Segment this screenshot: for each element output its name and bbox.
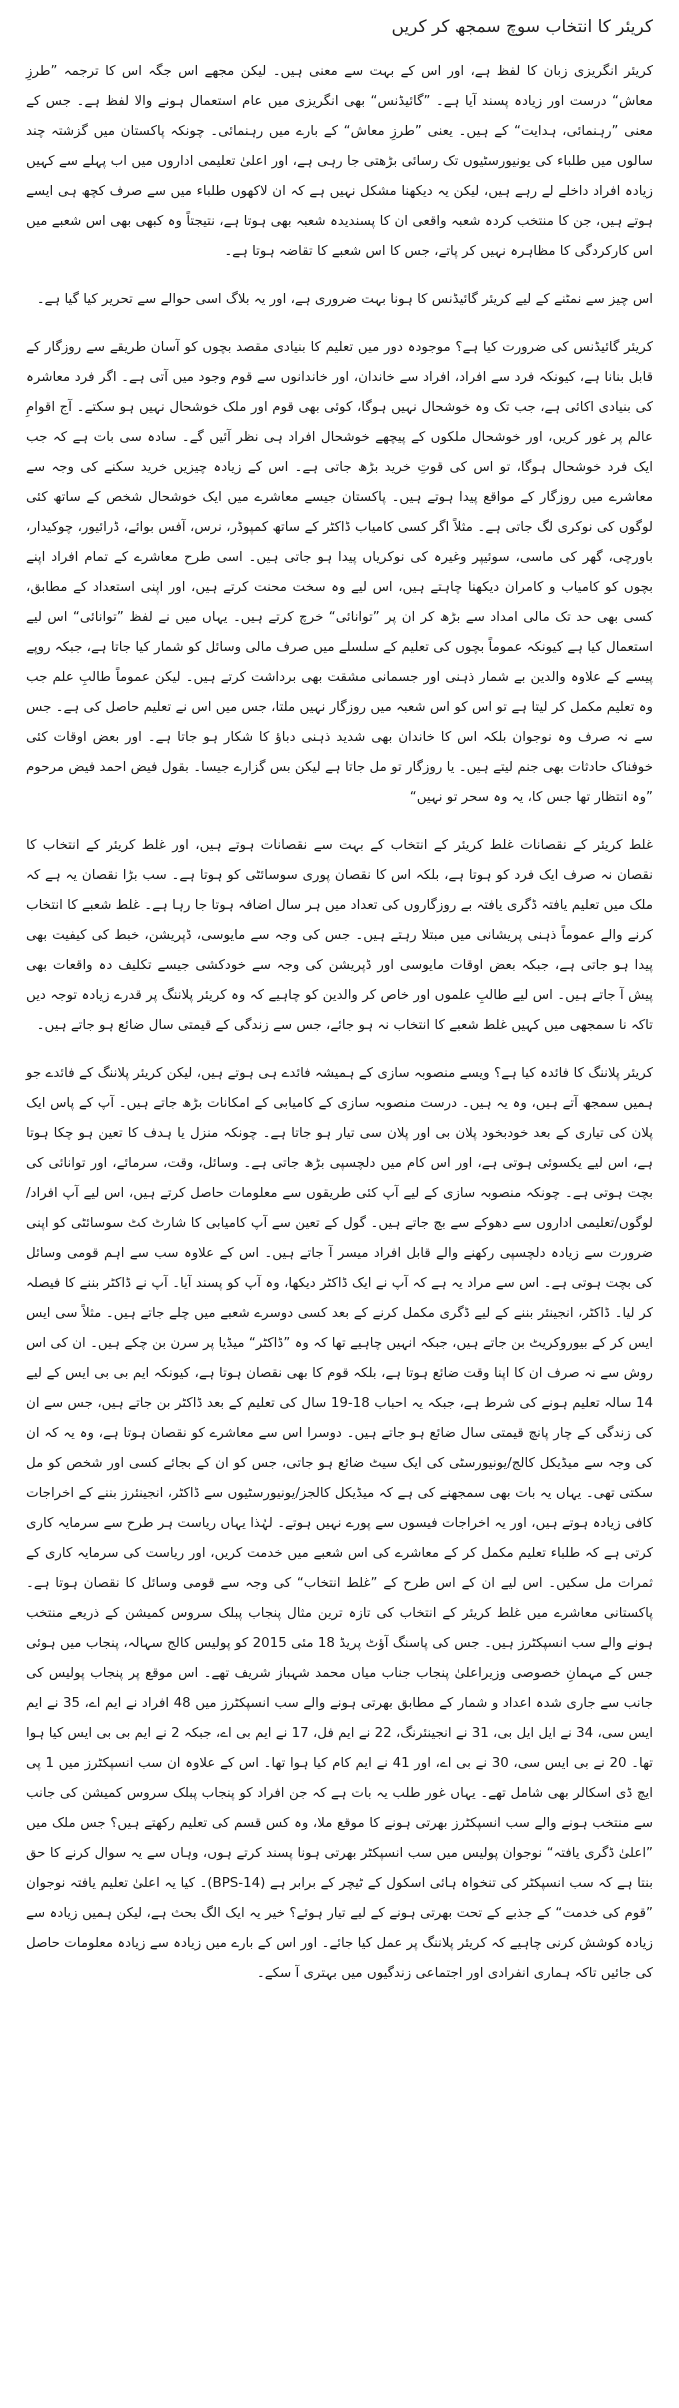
article-paragraph: کریئر انگریزی زبان کا لفظ ہے، اور اس کے بہت سے معنی ہیں۔ لیکن مجھے اس جگہ اس کا ترجمہ ”طرزِ معاش“ درست اور زیادہ پسند آیا ہے۔ ”گائیڈنس“ بھی انگریزی میں عام استعمال ہونے والا لفظ ہے۔ جس کے معنی ”رہنمائی، ہدایت“ کے ہیں۔ یعنی ”طرزِ معاش“ کے بارے میں رہنمائی۔ چونکہ پاکستان میں گزشتہ چند سالوں میں طلباء کی یونیورسٹیوں تک رسائی بڑھتی جا رہی ہے، اور اعلیٰ تعلیمی اداروں میں اب پہلے سے کہیں زیادہ افراد داخلے لے رہے ہیں، لیکن یہ دیکھنا مشکل نہیں ہے کہ ان لاکھوں طلباء میں سے صرف کچھ ہی ایسے ہوتے ہیں، جن کا منتخب کردہ شعبہ واقعی ان کا پسندیدہ شعبہ بھی ہوتا ہے، نتیجتاً وہ کبھی بھی اس شعبے میں اس کارکردگی کا مظاہرہ نہیں کر پاتے، جس کا اس شعبے کا تقاضہ ہوتا ہے۔ — [26, 64, 653, 260]
article-paragraph: اس چیز سے نمٹنے کے لیے کریئر گائیڈنس کا ہونا بہت ضروری ہے، اور یہ بلاگ اسی حوالے سے تحریر کیا گیا ہے۔ — [36, 292, 653, 308]
article-paragraph: کریئر گائیڈنس کی ضرورت کیا ہے؟ موجودہ دور میں تعلیم کا بنیادی مقصد بچوں کو آسان طریقے سے روزگار کے قابل بنانا ہے، کیونکہ فرد سے افراد، افراد سے خاندان، اور خاندانوں سے قوم وجود میں آتی ہے۔ اگر فرد معاشرہ کی بنیادی اکائی ہے، جب تک وہ خوشحال نہیں ہوگا، کوئی بھی قوم اور ملک خوشحال نہیں ہو سکتے۔ آج اقوامِ عالم پر غور کریں، اور خوشحال ملکوں کے پیچھے خوشحال افراد ہی نظر آئیں گے۔ سادہ سی بات ہے کہ جب ایک فرد خوشحال ہوگا، تو اس کی قوتِ خرید بڑھ جاتی ہے۔ اس کے زیادہ چیزیں خرید سکنے کی وجہ سے معاشرے میں روزگار کے مواقع پیدا ہوتے ہیں۔ پاکستان جیسے معاشرے میں ایک خوشحال شخص کے ساتھ کئی لوگوں کی نوکری لگ جاتی ہے۔ مثلاً اگر کسی کامیاب ڈاکٹر کے ساتھ کمپوڈر، نرس، آفس بوائے، ڈرائیور، چوکیدار، باورچی، گھر کی ماسی، سوئیپر وغیرہ کی نوکریاں پیدا ہو جاتی ہیں۔ اسی طرح معاشرے کے تمام افراد اپنے بچوں کو کامیاب و کامران دیکھنا چاہتے ہیں، اس لیے وہ سخت محنت کرتے ہیں، اور اپنی استعداد کے مطابق، کسی بھی حد تک مالی امداد سے بڑھ کر ان پر ”توانائی“ خرچ کرتے ہیں۔ یہاں میں نے لفظ ”توانائی“ اس لیے استعمال کیا ہے کیونکہ عموماً بچوں کی تعلیم کے سلسلے میں صرف مالی وسائل کو شمار کیا جاتا ہے، جبکہ روپے پیسے کے علاوہ والدین بے شمار ذہنی اور جسمانی مشقت بھی برداشت کرتے ہیں۔ لیکن عموماً طالبِ علم جب وہ تعلیم مکمل کر لیتا ہے تو اس کو اس شعبہ میں روزگار نہیں ملتا، جس میں اس نے تعلیم حاصل کی ہے۔ جس سے نہ صرف وہ نوجوان بلکہ اس کا خاندان بھی شدید ذہنی دباؤ کا شکار ہو جاتا ہے۔ اور بعض اوقات کئی خوفناک حادثات بھی جنم لیتے ہیں۔ یا روزگار تو مل جاتا ہے لیکن بس گزارے جیسا۔ بقول فیض احمد فیض مرحوم ”وہ انتظار تھا جس کا، یہ وہ سحر تو نہیں“ — [26, 340, 653, 806]
article-paragraph: غلط کریئر کے نقصانات غلط کریئر کے انتخاب کے بہت سے نقصانات ہوتے ہیں، اور غلط کریئر کے انتخاب کا نقصان نہ صرف ایک فرد کو ہوتا ہے، بلکہ اس کا نقصان پوری سوسائٹی کو ہوتا ہے۔ سب بڑا نقصان یہ ہے کہ ملک میں تعلیم یافتہ ڈگری یافتہ بے روزگاروں کی تعداد میں ہر سال اضافہ ہوتا جا رہا ہے۔ غلط شعبے کا انتخاب کرنے والے عموماً ذہنی پریشانی میں مبتلا رہتے ہیں۔ جس کی وجہ سے مایوسی، ڈپریشن، خبط کی کیفیت بھی پیدا ہو جاتی ہے، جبکہ بعض اوقات مایوسی اور ڈپریشن کی وجہ سے خودکشی جیسے تکلیف دہ واقعات بھی پیش آ جاتے ہیں۔ اس لیے طالبِ علموں اور خاص کر والدین کو چاہیے کہ وہ کریئر پلاننگ پر قدرے زیادہ توجہ دیں تاکہ نا سمجھی میں کہیں غلط شعبے کا انتخاب نہ ہو جائے، جس سے زندگی کے قیمتی سال ضائع ہو جاتے ہیں۔ — [26, 838, 653, 1034]
article-paragraph: کریئر پلاننگ کا فائدہ کیا ہے؟ ویسے منصوبہ سازی کے ہمیشہ فائدے ہی ہوتے ہیں، لیکن کریئر پلاننگ کے فائدے جو ہمیں سمجھ آتے ہیں، وہ یہ ہیں۔ درست منصوبہ سازی کے کامیابی کے امکانات بڑھ جاتے ہیں۔ آپ کے پاس ایک پلان کی تیاری کے بعد خودبخود پلان بی اور پلان سی تیار ہو جاتا ہے۔ چونکہ منزل یا ہدف کا تعین ہو چکا ہوتا ہے، اس لیے یکسوئی ہوتی ہے، اور اس کام میں دلچسپی بڑھ جاتی ہے۔ وسائل، وقت، سرمائے، اور توانائی کی بچت ہوتی ہے۔ چونکہ منصوبہ سازی کے لیے آپ کئی طریقوں سے معلومات حاصل کرتے ہیں، اس لیے آپ افراد/لوگوں/تعلیمی اداروں سے دھوکے سے بچ جاتے ہیں۔ گول کے تعین سے آپ کامیابی کا شارٹ کٹ سوسائٹی کو اپنی ضرورت سے زیادہ دلچسپی رکھنے والے قابل افراد میسر آ جاتے ہیں۔ اس کے علاوہ سب سے اہم قومی وسائل کی بچت ہوتی ہے۔ اس سے مراد یہ ہے کہ آپ نے ایک ڈاکٹر دیکھا، وہ آپ کو پسند آیا۔ آپ نے ڈاکٹر بننے کا فیصلہ کر لیا۔ ڈاکٹر، انجینئر بننے کے لیے ڈگری مکمل کرنے کے بعد کسی دوسرے شعبے میں چلے جاتے ہیں۔ مثلاً سی ایس ایس کر کے بیوروکریٹ بن جاتے ہیں، جبکہ انہیں چاہیے تھا کہ وہ ”ڈاکٹر“ میڈیا پر سرن بن چکے ہیں۔ ان کی اس روش سے نہ صرف ان کا اپنا وقت ضائع ہوتا ہے، بلکہ قوم کا بھی نقصان ہوتا ہے، کیونکہ ایم بی بی ایس کے لیے 14 سالہ تعلیم ہونے کی شرط ہے، جبکہ یہ احباب 18-19 سال کی تعلیم کے بعد ڈاکٹر بن جاتے ہیں، جس سے ان کی زندگی کے چار پانچ قیمتی سال ضائع ہو جاتے ہیں۔ دوسرا اس سے معاشرے کو نقصان ہوتا ہے، وہ یہ کہ ان کی وجہ سے میڈیکل کالج/یونیورسٹی کی ایک سیٹ ضائع ہو جاتی، جس کو ان کے بجائے کسی اور شخص کو مل سکتی تھی۔ یہاں یہ بات بھی سمجھنے کی ہے کہ میڈیکل کالجز/یونیورسٹیوں سے ڈاکٹر، انجینئرز بننے کے اخراجات کافی زیادہ ہوتے ہیں، اور یہ اخراجات فیسوں سے پورے نہیں ہوتے۔ لہٰذا یہاں ریاست ہر طرح سے سرمایہ کاری کرتی ہے کہ طلباء تعلیم مکمل کر کے معاشرے کی اس شعبے میں خدمت کریں، اور ریاست کی سرمایہ کاری کے ثمرات مل سکیں۔ اس لیے ان کے اس طرح کے ”غلط انتخاب“ کی وجہ سے قومی وسائل کا نقصان ہوتا ہے۔ پاکستانی معاشرے میں غلط کریئر کے انتخاب کی تازہ ترین مثال پنجاب پبلک سروس کمیشن کے ذریعے منتخب ہونے والے سب انسپکٹرز ہیں۔ جس کی پاسنگ آؤٹ پریڈ 18 مئی 2015 کو پولیس کالج سہالہ، پنجاب میں ہوئی جس کے مہمانِ خصوصی وزیراعلیٰ پنجاب جناب میاں محمد شہباز شریف تھے۔ اس موقع پر پنجاب پولیس کی جانب سے جاری شدہ اعداد و شمار کے مطابق بھرتی ہونے والے سب انسپکٹرز میں 48 افراد نے ایم اے، 35 نے ایم ایس سی، 34 نے ایل ایل بی، 31 نے انجینئرنگ، 22 نے ایم فل، 17 نے ایم بی اے، جبکہ 2 نے ایم بی بی ایس کیا ہوا تھا۔ 20 نے بی ایس سی، 30 نے بی اے، اور 41 نے ایم کام کیا ہوا تھا۔ اس کے علاوہ ان سب انسپکٹرز میں 1 پی ایچ ڈی اسکالر بھی شامل تھے۔ یہاں غور طلب یہ بات ہے کہ جن افراد کو پنجاب پبلک سروس کمیشن کی جانب سے منتخب ہونے والے سب انسپکٹرز بھرتی ہونے کا موقع ملا، وہ کس قسم کی تعلیم رکھتے ہیں؟ جس ملک میں ”اعلیٰ ڈگری یافتہ“ نوجوان پولیس میں سب انسپکٹر بھرتی ہونا پسند کرتے ہوں، وہاں سے یہ سوال کرنے کا حق بنتا ہے کہ سب انسپکٹر کی تنخواہ ہائی اسکول کے ٹیچر کے برابر ہے (BPS-14)۔ کیا یہ اعلیٰ تعلیم یافتہ نوجوان ”قوم کی خدمت“ کے جذبے کے تحت بھرتی ہونے کے لیے تیار ہوئے؟ خیر یہ ایک الگ بحث ہے، لیکن ہمیں زیادہ سے زیادہ کوشش کرنی چاہیے کہ کریئر پلاننگ پر عمل کیا جائے۔ اور اس کے بارے میں زیادہ سے زیادہ معلومات حاصل کی جائیں تاکہ ہماری انفرادی اور اجتماعی زندگیوں میں بہتری آ سکے۔ — [26, 1066, 654, 1982]
article-title: کریئر کا انتخاب سوچ سمجھ کر کریں — [391, 17, 653, 37]
